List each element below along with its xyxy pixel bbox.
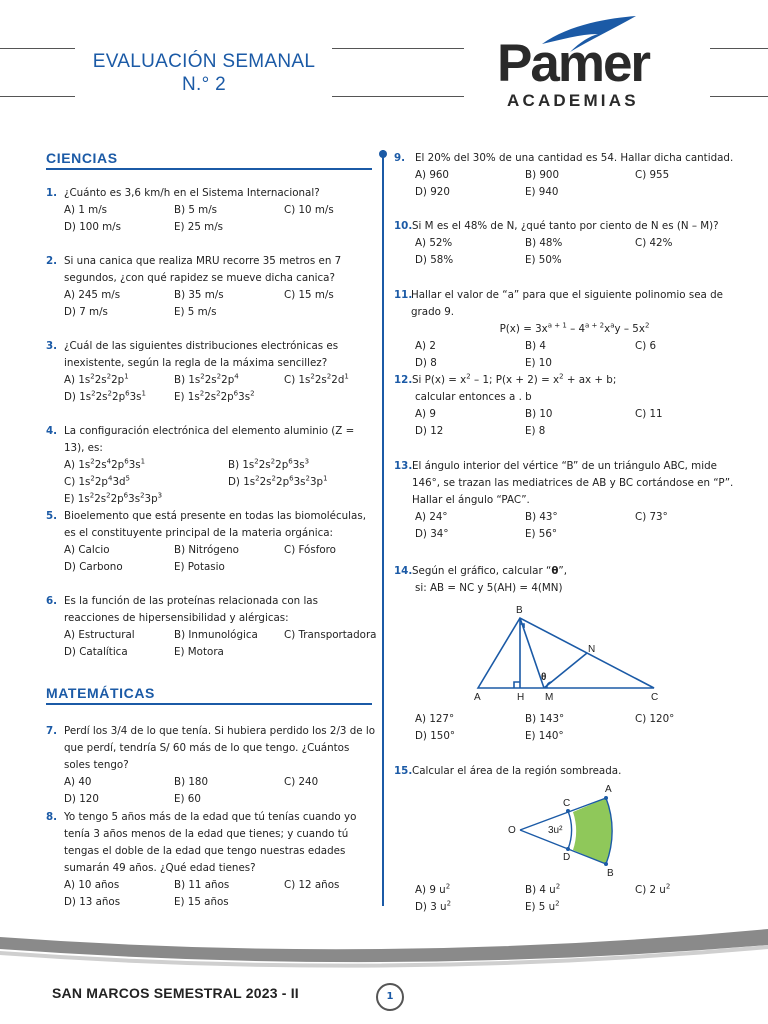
question-11: 11. Hallar el valor de “a” para que el siguiente polinomio sea de grado 9. $P(x) = 3x^{a + 1} - 4^{a + 2}x^ay - 5x^2$ A) 2 B) 4 C) 6 D) 8 E) 10 (394, 287, 734, 372)
question-1: 1. ¿Cuánto es 3,6 km/h en el Sistema Internacional? A) 1 m/s B) 5 m/s C) 10 m/s D) 100 m/s E) 25 m/s (46, 187, 334, 233)
question-12: 12. Si $P(x) = x^2 - 1$; $P(x + 2) = x^2$ + ax + b; calcular entonces a . b A) 9 B) 10 C) 11 D) 12 E) 8 (394, 372, 663, 437)
label-C: C (651, 692, 659, 703)
section-matematicas: MATEMÁTICAS (46, 685, 155, 701)
label-N: N (588, 644, 596, 655)
label-H: H (517, 692, 525, 703)
section-ciencias-rule (46, 168, 372, 170)
label-D: D (563, 852, 571, 863)
label-B: B (607, 868, 614, 878)
column-divider (382, 150, 384, 906)
header-rule-right-2 (710, 96, 768, 97)
question-6: 6. Es la función de las proteínas relacionada con las reacciones de hipersensibilidad y alérgicas: A) Estructural B) Inmunológica C) Transportadora D) Catalítica E) Motora (46, 595, 377, 658)
question-14: 14. Según el gráfico, calcular “θ”, si: AB = NC y 5(AH) = 4(MN) (394, 565, 567, 594)
footer-wave (0, 915, 768, 975)
polynomial-formula: $P(x) = 3x^{a + 1} - 4^{a + 2}x^ay - 5x^2$ (499, 321, 650, 335)
logo-subtitle: ACADEMIAS (507, 91, 639, 110)
label-area: 3u² (548, 825, 563, 836)
label-A: A (605, 784, 612, 795)
section-matematicas-rule (46, 703, 372, 705)
question-8: 8. Yo tengo 5 años más de la edad que tú tenías cuando yo tenía 3 años menos de la edad que tienes; y cuando tú tengas el doble de la edad que tengo nuestras edades sumarán 49 años. ¿Qué edad tienes? A) 10 años B) 11 años C) 12 años D) 13 años E) 15 años (46, 811, 357, 908)
logo-wordmark: Pamer (497, 34, 650, 93)
question-15: 15. Calcular el área de la región sombreada. (394, 765, 622, 777)
header-rule-mid-2 (332, 96, 464, 97)
header-rule-left (0, 48, 75, 49)
page-number: 1 (376, 983, 404, 1011)
label-M: M (545, 692, 554, 703)
triangle-figure (468, 600, 668, 705)
footer-course: SAN MARCOS SEMESTRAL 2023 - II (52, 985, 299, 1001)
label-O: O (508, 825, 516, 836)
header-rule-mid (332, 48, 464, 49)
question-13: 13. El ángulo interior del vértice “B” de un triángulo ABC, mide 146°, se trazan las mediatrices de AB y BC cortándose en “P”. Hallar el ángulo “PAC”. A) 24° B) 43° C) 73° D) 34° E) 56° (394, 460, 734, 540)
sector-figure (500, 778, 640, 878)
label-B: B (516, 605, 523, 616)
label-A: A (474, 692, 481, 703)
label-C: C (563, 798, 571, 809)
question-10: 10. Si M es el 48% de N, ¿qué tanto por ciento de N es (N – M)? A) 52% B) 48% C) 42% D) 58% E) 50% (394, 220, 719, 266)
question-4: 4. La configuración electrónica del elemento aluminio (Z = 13), es: A) $1s^22s^42p^63s^1$ B) $1s^22s^22p^63s^3$ C) $1s^22p^43d^5$ D) $1s^22s^22p^63s^23p^1$ E) $1s^22s^22p^63s^23p^3$ (46, 425, 355, 505)
label-theta: θ (541, 672, 547, 683)
question-9: 9. El 20% del 30% de una cantidad es 54. Hallar dicha cantidad. A) 960 B) 900 C) 955 D) 920 E) 940 (394, 152, 734, 198)
question-5: 5. Bioelemento que está presente en todas las biomoléculas, es el constituyente principal de la materia orgánica: A) Calcio B) Nitrógeno C) Fósforo D) Carbono E) Potasio (46, 510, 366, 573)
question-2: 2. Si una canica que realiza MRU recorre 35 metros en 7 segundos, ¿con qué rapidez se mueve dicha canica? A) 245 m/s B) 35 m/s C) 15 m/s D) 7 m/s E) 5 m/s (46, 255, 342, 318)
question-7: 7. Perdí los 3/4 de lo que tenía. Si hubiera perdido los 2/3 de lo que perdí, tendría S/ 60 más de lo que tengo. ¿Cuántos soles tengo? A) 40 B) 180 C) 240 D) 120 E) 60 (46, 725, 376, 805)
header-rule-left-2 (0, 96, 75, 97)
question-14-options: A) 127° B) 143° C) 120° D) 150° E) 140° (415, 713, 675, 742)
question-15-options: A) 9 $u^2$ B) 4 $u^2$ C) 2 $u^2$ D) 3 $u^2$ E) 5 $u^2$ (415, 882, 671, 913)
page-title: EVALUACIÓN SEMANAL (92, 51, 316, 72)
column-divider-dot (379, 150, 387, 158)
header-rule-right (710, 48, 768, 49)
question-3: 3. ¿Cuál de las siguientes distribuciones electrónicas es inexistente, según la regla de la máxima sencillez? A) $1s^22s^22p^1$ B) $1s^22s^22p^4$ C) $1s^22s^22d^1$ D) $1s^22s^22p^63s^1$ E) $1s^22s^22p^63s^2$ (46, 340, 349, 403)
page-subtitle: N.° 2 (182, 74, 226, 95)
section-ciencias: CIENCIAS (46, 150, 118, 166)
